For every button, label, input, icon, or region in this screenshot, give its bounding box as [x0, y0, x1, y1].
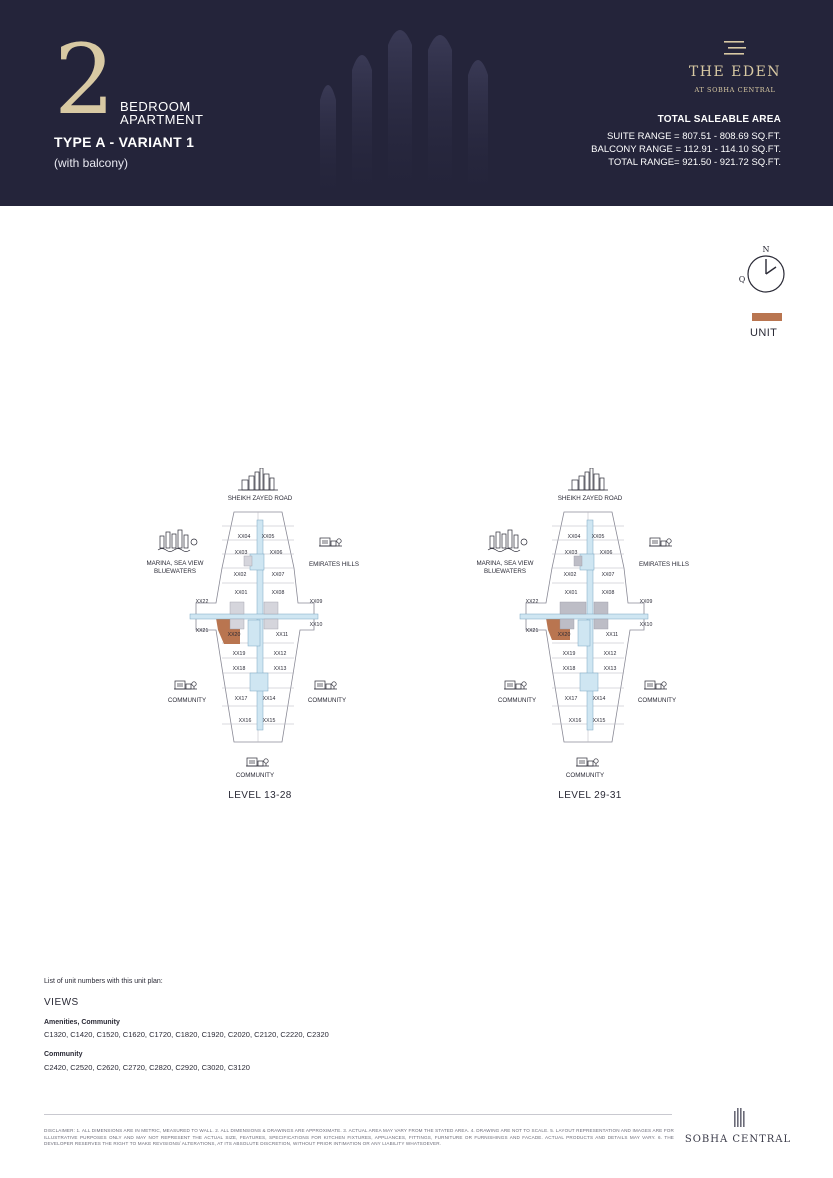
community-icon	[174, 681, 197, 689]
plan-label-sheikh-zayed-road: SHEIKH ZAYED ROAD	[227, 495, 293, 502]
unit-label-xx14: XX14	[592, 696, 606, 702]
unit-label-xx14: XX14	[262, 696, 276, 702]
unit-label-xx20: XX20	[557, 632, 571, 638]
unit-label-xx19: XX19	[232, 651, 246, 657]
plan-label-marina: MARINA, SEA VIEW	[476, 560, 534, 567]
unit-label-xx08: XX08	[601, 590, 615, 596]
unit-label-xx05: XX05	[261, 534, 275, 540]
plan-label-marina: MARINA, SEA VIEW	[146, 560, 204, 567]
floor-plan-drawing	[460, 468, 720, 788]
bedroom-count: 2	[54, 24, 116, 136]
unit-label-xx17: XX17	[234, 696, 248, 702]
unit-label-xx04: XX04	[567, 534, 581, 540]
unit-label-xx18: XX18	[562, 666, 576, 672]
unit-label-xx12: XX12	[273, 651, 287, 657]
unit-type-title: TYPE A - VARIANT 1	[54, 134, 195, 150]
plan-label-sheikh-zayed-road: SHEIKH ZAYED ROAD	[557, 495, 623, 502]
plan-label-bluewaters: BLUEWATERS	[484, 568, 526, 575]
skyline-icon	[238, 468, 278, 490]
unit-label-xx21: XX21	[195, 628, 209, 634]
plan-level-label: LEVEL 13-28	[228, 790, 292, 801]
plan-label-community-bottom: COMMUNITY	[565, 772, 605, 779]
unit-label-xx07: XX07	[271, 572, 285, 578]
saleable-area-title: TOTAL SALEABLE AREA	[657, 114, 781, 125]
suite-range: SUITE RANGE = 807.51 - 808.69 SQ.FT.	[607, 131, 781, 142]
sobha-logo-icon	[733, 1107, 745, 1129]
disclaimer-text: DISCLAIMER: 1. ALL DIMENSIONS ARE IN METRIC, MEASURED TO WALL. 2. ALL DIMENSIONS & DRAWINGS ARE APPROXIMATE. 3. ACTUAL AREA MAY VARY FROM THE STATED AREA. 4. DRAWING ARE NOT TO SCALE. 5. LAYOUT REPRESENTATION AND IMAGES ARE FOR ILLUSTRATIVE PURPOSES ONLY AND MAY NOT REPRESENT THE ACTUAL SIZE, FEATURES, SPECIFICATIONS FOR KITCHEN FIXTURES, APPLIANCES, FITTINGS, FURNITURE OR FURNISHINGS AND FACADE. ACTUAL PRODUCTS AND DETAILS MAY VARY. 6. THE DEVELOPER RESERVES THE RIGHT TO MAKE REVISIONS/ ALTERATIONS, AT ITS ABSOLUTE DISCRETION, WITHOUT PRIOR INTIMATION OR ANY LIABILITY WHATSOEVER.	[44, 1128, 674, 1146]
view-group-title: Amenities, Community	[44, 1019, 120, 1026]
compass-west-label: Q	[738, 275, 746, 284]
views-heading: VIEWS	[44, 997, 79, 1008]
plan-level-label: LEVEL 29-31	[558, 790, 622, 801]
brand-subtitle: AT SOBHA CENTRAL	[694, 86, 776, 94]
unit-label-xx22: XX22	[195, 599, 209, 605]
unit-label-xx03: XX03	[234, 550, 248, 556]
marina-icon	[488, 530, 527, 552]
skyline-icon	[568, 468, 608, 490]
floor-plan-2	[460, 468, 720, 813]
plan-label-emirates-hills: EMIRATES HILLS	[638, 561, 690, 568]
unit-label-xx19: XX19	[562, 651, 576, 657]
marina-icon	[158, 530, 197, 552]
unit-label-xx15: XX15	[262, 718, 276, 724]
plan-label-emirates-hills: EMIRATES HILLS	[308, 561, 360, 568]
unit-label-xx06: XX06	[599, 550, 613, 556]
unit-label-xx02: XX02	[233, 572, 247, 578]
community-icon	[576, 758, 599, 766]
unit-label-xx22: XX22	[525, 599, 539, 605]
unit-label-xx04: XX04	[237, 534, 251, 540]
apartment-label: APARTMENT	[120, 112, 204, 127]
bedroom-label: BEDROOM	[120, 99, 191, 114]
unit-label-xx08: XX08	[271, 590, 285, 596]
unit-label-xx15: XX15	[592, 718, 606, 724]
unit-legend-label: UNIT	[750, 327, 778, 339]
view-group-title: Community	[44, 1051, 83, 1058]
balcony-range: BALCONY RANGE = 112.91 - 114.10 SQ.FT.	[591, 144, 781, 155]
unit-label-xx12: XX12	[603, 651, 617, 657]
floor-plan-1	[130, 468, 390, 813]
unit-label-xx16: XX16	[238, 718, 252, 724]
unit-label-xx13: XX13	[603, 666, 617, 672]
unit-label-xx20: XX20	[227, 632, 241, 638]
plan-label-community-bottom: COMMUNITY	[235, 772, 275, 779]
community-icon	[644, 681, 667, 689]
unit-label-xx18: XX18	[232, 666, 246, 672]
footer-brand: SOBHA CENTRAL	[684, 1134, 792, 1145]
unit-list-intro: List of unit numbers with this unit plan:	[44, 978, 163, 985]
community-icon	[246, 758, 269, 766]
plan-label-community-left: COMMUNITY	[497, 697, 537, 704]
unit-label-xx03: XX03	[564, 550, 578, 556]
unit-label-xx09: XX09	[639, 599, 653, 605]
unit-label-xx17: XX17	[564, 696, 578, 702]
view-group-units: C2420, C2520, C2620, C2720, C2820, C2920, C3020, C3120	[44, 1063, 250, 1072]
unit-label-xx13: XX13	[273, 666, 287, 672]
unit-label-xx05: XX05	[591, 534, 605, 540]
view-group-units: C1320, C1420, C1520, C1620, C1720, C1820, C1920, C2020, C2120, C2220, C2320	[44, 1030, 329, 1039]
unit-label-xx06: XX06	[269, 550, 283, 556]
plan-label-community-left: COMMUNITY	[167, 697, 207, 704]
unit-label-xx01: XX01	[564, 590, 578, 596]
brand-title: THE EDEN	[688, 64, 782, 80]
emirates-hills-icon	[319, 538, 342, 546]
unit-label-xx09: XX09	[309, 599, 323, 605]
eden-logo-icon	[722, 40, 748, 56]
plan-label-community-right: COMMUNITY	[637, 697, 677, 704]
compass-icon	[736, 244, 792, 296]
unit-legend-swatch	[752, 313, 782, 321]
total-range: TOTAL RANGE= 921.50 - 921.72 SQ.FT.	[608, 157, 781, 168]
unit-label-xx11: XX11	[605, 632, 619, 638]
unit-subtype: (with balcony)	[54, 156, 129, 170]
unit-label-xx07: XX07	[601, 572, 615, 578]
floor-plan-drawing	[130, 468, 390, 788]
plan-label-community-right: COMMUNITY	[307, 697, 347, 704]
footer-divider	[44, 1114, 672, 1115]
unit-label-xx01: XX01	[234, 590, 248, 596]
unit-label-xx21: XX21	[525, 628, 539, 634]
compass-north-label: N	[762, 245, 770, 254]
community-icon	[314, 681, 337, 689]
emirates-hills-icon	[649, 538, 672, 546]
unit-label-xx16: XX16	[568, 718, 582, 724]
unit-label-xx10: XX10	[309, 622, 323, 628]
unit-label-xx02: XX02	[563, 572, 577, 578]
unit-label-xx11: XX11	[275, 632, 289, 638]
unit-label-xx10: XX10	[639, 622, 653, 628]
community-icon	[504, 681, 527, 689]
header-banner	[0, 0, 833, 206]
tower-silhouette-art	[300, 20, 520, 206]
plan-label-bluewaters: BLUEWATERS	[154, 568, 196, 575]
